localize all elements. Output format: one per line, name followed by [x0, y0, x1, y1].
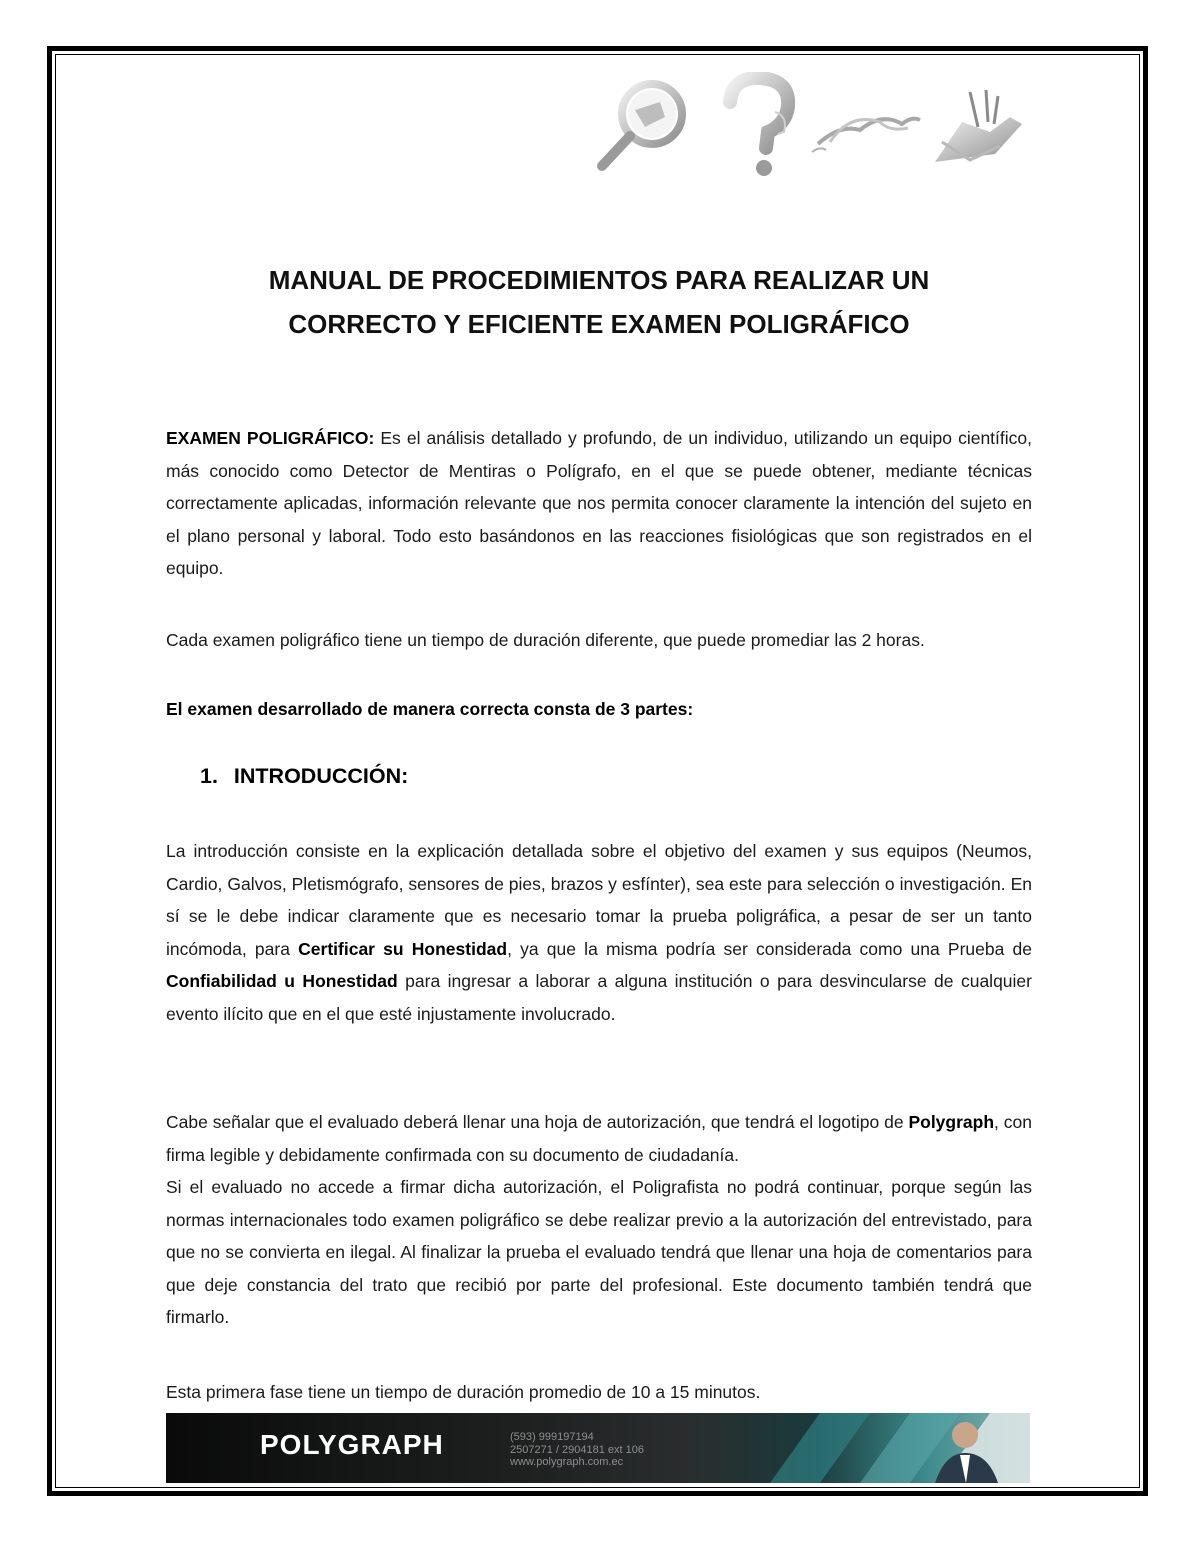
banner-photo-decoration	[730, 1413, 1030, 1483]
title-line-1: MANUAL DE PROCEDIMIENTOS PARA REALIZAR UN	[268, 265, 930, 295]
footer-banner	[166, 1413, 1030, 1483]
contact-website: www.polygraph.com.ec	[510, 1456, 624, 1468]
definition-text: Es el análisis detallado y profundo, de un individuo, utilizando un equipo científico, más conocido como Detector de Mentiras o Polígrafo, en el que se puede obtener, mediante técnicas correctamente aplicadas, información relevante que nos permita conocer claramente la intención del sujeto en el plano personal y laboral. Todo esto basándonos en las reacciones fisiológicas que son registrados en el equipo.	[166, 428, 1032, 578]
question-head-icon	[730, 78, 788, 176]
parts-heading: El examen desarrollado de manera correcta consta de 3 partes:	[166, 699, 694, 719]
intro-text-a: La introducción consiste en la explicación detallada sobre el objetivo del examen y sus equipos (Neumos, Cardio, Galvos, Pletismógrafo, sensores de pies, brazos y esfínter), sea este para selección o investigación. En sí se le debe indicar claramente que es necesario tomar la prueba poligráfica, a pesar de ser un tanto incómoda, para	[166, 841, 1032, 959]
auth-bold-polygraph: Polygraph	[908, 1112, 995, 1132]
banner-contact	[510, 1431, 644, 1469]
definition-term: EXAMEN POLIGRÁFICO:	[166, 428, 375, 448]
intro-text-d: para ingresar a laborar a alguna institución o para desvincularse de cualquier evento ilícito que en el que esté injustamente involucrado.	[166, 971, 1032, 1024]
document-title	[166, 258, 1032, 346]
title-line-2: CORRECTO Y EFICIENTE EXAMEN POLIGRÁFICO	[288, 309, 910, 339]
section-number: 1.	[200, 764, 218, 788]
polygraph-logo: POLYGRAPH	[260, 1429, 444, 1460]
section-heading-introduccion	[200, 764, 408, 789]
phase-duration-paragraph: Esta primera fase tiene un tiempo de duración promedio de 10 a 15 minutos.	[166, 1382, 761, 1402]
refusal-paragraph: Si el evaluado no accede a firmar dicha autorización, el Poligrafista no podrá continuar, porque según las normas internacionales todo examen poligráfico se debe realizar previo a la autorización del entrevistado, para que no se convierta en ilegal. Al finalizar la prueba el evaluado tendrá que llenar una hoja de comentarios para que deje constancia del trato que recibió por parte del profesional. Este documento también tendrá que firmarlo.	[166, 1177, 1032, 1327]
intro-bold-confiabilidad: Confiabilidad u Honestidad	[166, 971, 398, 991]
duration-paragraph: Cada examen poligráfico tiene un tiempo de duración diferente, que puede promediar las 2 horas.	[166, 630, 925, 650]
section-title: INTRODUCCIÓN:	[233, 764, 409, 788]
person-head-icon	[952, 1422, 978, 1448]
introduction-paragraph	[166, 835, 1032, 1030]
intro-text-c: , ya que la misma podría ser considerada como una Prueba de	[507, 938, 1032, 959]
contact-phone-1: (593) 999197194	[510, 1431, 594, 1443]
intro-bold-certificar: Certificar su Honestidad	[298, 938, 508, 959]
contact-phone-2: 2507271 / 2904181 ext 106	[510, 1443, 644, 1456]
magnifier-icon	[602, 84, 682, 166]
authorization-paragraph	[166, 1106, 1032, 1334]
auth-text-a: Cabe señalar que el evaluado deberá llenar una hoja de autorización, que tendrá el logotipo de	[166, 1112, 909, 1132]
handshake-sketch-icon	[812, 119, 920, 152]
auth-text-c: , con firma legible y debidamente confirmada con su documento de ciudadanía.	[166, 1112, 1032, 1165]
definition-paragraph	[166, 422, 1032, 585]
header-illustrations	[590, 72, 1030, 182]
hands-contract-icon	[935, 90, 1022, 162]
